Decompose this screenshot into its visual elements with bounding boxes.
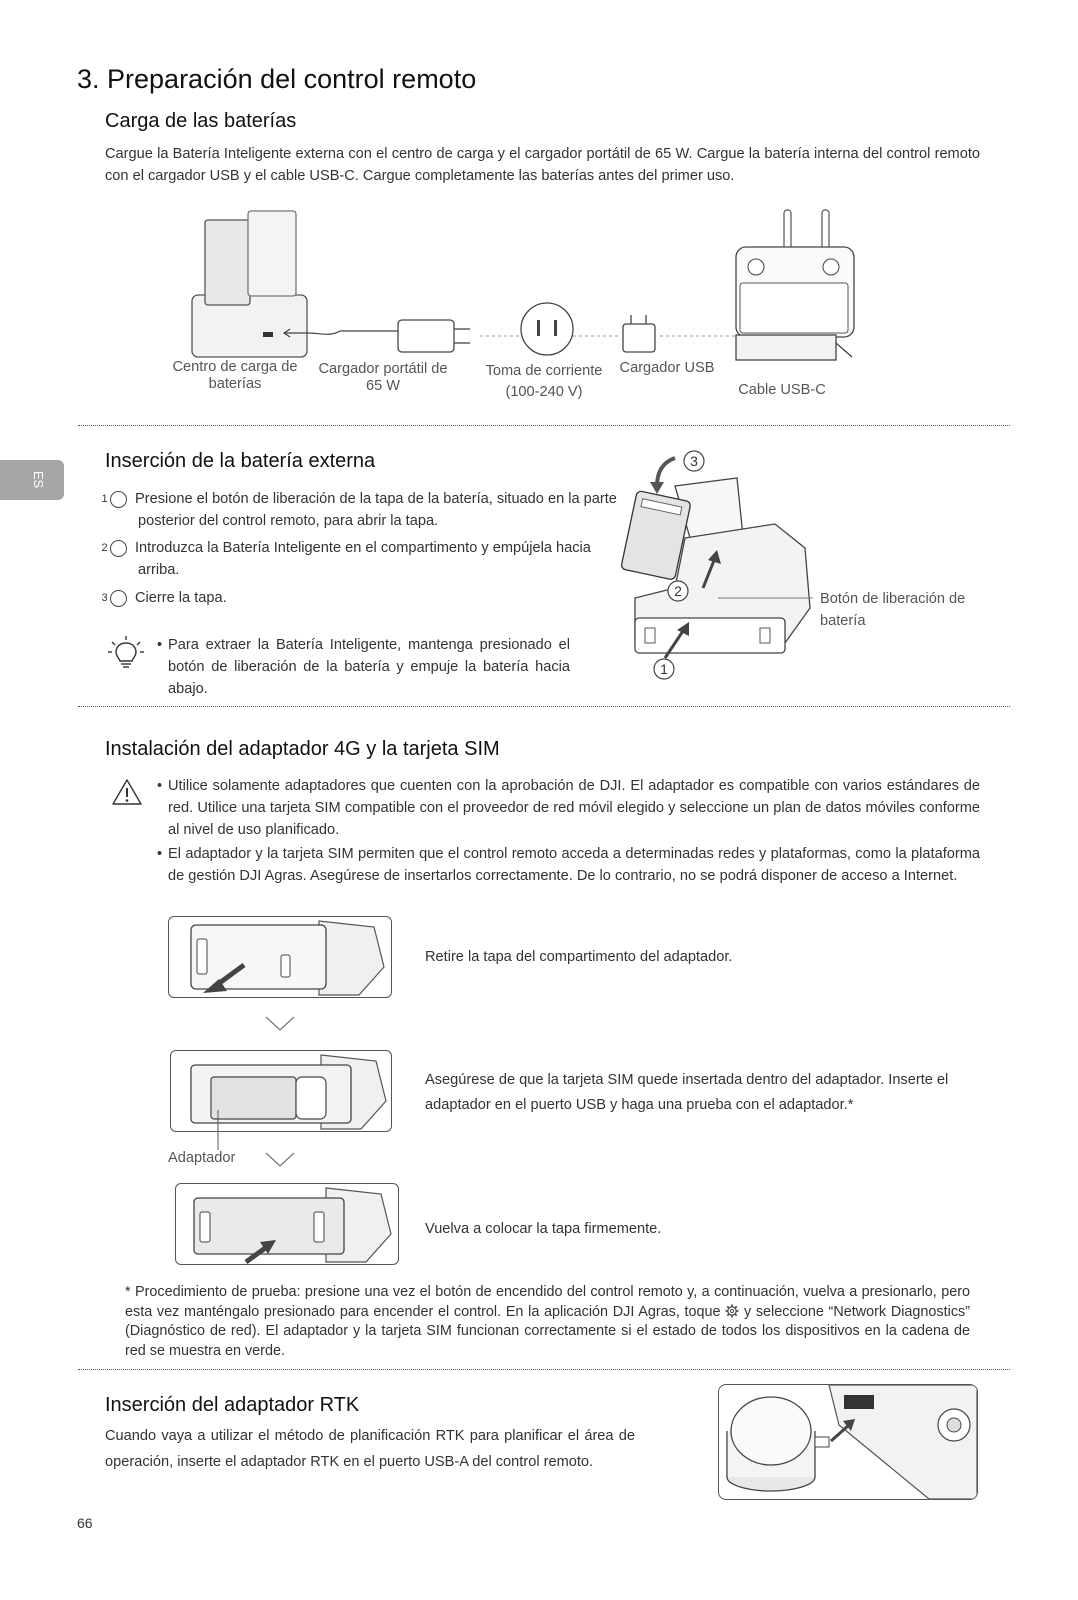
rtk-heading: Inserción del adaptador RTK [105,1394,360,1416]
adapter4g-heading: Instalación del adaptador 4G y la tarjeta SIM [105,738,500,760]
page-number: 66 [77,1515,93,1531]
adapter4g-step-3: Vuelva a colocar la tapa firmemente. [425,1221,662,1237]
language-tab-label: ES [31,470,47,489]
charging-text: Cargue la Batería Inteligente externa con el centro de carga y el cargador portátil de 65 W. Cargue la batería interna del control remoto con el cargador USB y el cable USB-C. Cargue completamente las baterías antes del primer uso. [105,146,980,184]
step-number-2: 2 [110,540,127,557]
label-power-outlet: Toma de corriente (100-240 V) [485,363,603,400]
insertion-tip-text: Para extraer la Batería Inteligente, mantenga presionado el botón de liberación de la batería y empuje la batería hacia abajo. [168,637,570,697]
remove-cover-image [168,916,392,998]
rtk-adapter-image [718,1384,978,1500]
marker-2: 2 [674,583,682,599]
language-tab [0,460,64,500]
page-title: 3. Preparación del control remoto [77,64,477,94]
chevron-down-icon [265,1016,295,1032]
section-divider [78,1369,1010,1370]
warning-icon [111,778,143,806]
step-3-text: Cierre la tapa. [135,590,227,606]
label-usb-c-cable: Cable USB-C [738,382,826,398]
settings-gear-icon [725,1304,739,1318]
adapter-label: Adaptador [168,1150,236,1166]
marker-1: 1 [660,661,668,677]
adapter-leader-line [216,1110,220,1150]
label-portable-charger: Cargador portátil de 65 W [318,361,448,394]
power-outlet-illustration [521,303,573,355]
insertion-heading: Inserción de la batería externa [105,450,376,472]
section-divider [78,706,1010,707]
charging-diagram [180,205,880,370]
replace-cover-image [175,1183,399,1265]
insertion-step-1 [101,488,628,532]
lightbulb-tip-icon [108,636,144,670]
adapter4g-warning-2: • El adaptador y la tarjeta SIM permiten que el control remoto acceda a determinadas redes y plataformas, como la plataforma de gestión DJI Agras. Asegúrese de insertarlos correctamente. De lo contrario, no se podrá disponer de acceso a Internet. [157,846,980,884]
step-number-1: 1 [110,491,127,508]
charging-heading: Carga de las baterías [105,110,297,132]
adapter4g-step-1: Retire la tapa del compartimento del adaptador. [425,949,733,965]
footnote-text-a: * Procedimiento de prueba: presione una vez el botón de encendido del control remoto y, a continuación, vuelva a presionarlo, pero esta vez manténgalo presionado para encender el control. En la aplicación DJI Agras, toque [125,1284,970,1320]
release-button-callout: Botón de liberación de batería [820,591,966,629]
insertion-step-2 [101,537,628,581]
step-1-text: Presione el botón de liberación de la tapa de la batería, situado en la parte posterior del control remoto, para abrir la tapa. [135,491,617,529]
footnote-text-b: y seleccione “Network Diagnostics” (Diagnóstico de red). El adaptador y la tarjeta SIM funcionan correctamente si el estado de todos los dispositivos en la cadena de red se muestra en verde. [125,1303,970,1359]
step-number-3: 3 [110,590,127,607]
adapter4g-warning-1-text: Utilice solamente adaptadores que cuenten con la aprobación de DJI. El adaptador es compatible con varios estándares de red. Utilice una tarjeta SIM compatible con el proveedor de red móvil elegido y seleccione un plan de datos móviles conforme al nivel de uso planificado. [168,778,980,838]
rtk-text: Cuando vaya a utilizar el método de planificación RTK para planificar el área de operación, inserte el adaptador RTK en el puerto USB-A del control remoto. [105,1428,635,1470]
label-usb-charger: Cargador USB [619,360,715,376]
remote-controller-illustration [736,210,854,360]
label-charging-hub: Centro de carga de baterías [172,359,298,392]
adapter4g-footnote [125,1283,970,1361]
adapter4g-warning-1: • Utilice solamente adaptadores que cuenten con la aprobación de DJI. El adaptador es compatible con varios estándares de red. Utilice una tarjeta SIM compatible con el proveedor de red móvil elegido y seleccione un plan de datos móviles conforme al nivel de uso planificado. [157,778,980,838]
charging-hub-illustration [192,211,307,357]
section-divider [78,425,1010,426]
portable-charger-illustration [398,320,470,352]
insertion-tip: • Para extraer la Batería Inteligente, mantenga presionado el botón de liberación de la batería y empuje la batería hacia abajo. [157,637,570,697]
adapter4g-step-2: Asegúrese de que la tarjeta SIM quede insertada dentro del adaptador. Inserte el adaptador en el puerto USB y haga una prueba con el adaptador.* [425,1072,949,1113]
chevron-down-icon [265,1152,295,1168]
step-2-text: Introduzca la Batería Inteligente en el compartimento y empújela hacia arriba. [135,540,591,578]
insertion-step-3 [101,587,628,609]
insert-adapter-image [170,1050,392,1132]
marker-3: 3 [690,453,698,469]
adapter4g-warning-2-text: El adaptador y la tarjeta SIM permiten que el control remoto acceda a determinadas redes y plataformas, como la plataforma de gestión DJI Agras. Asegúrese de insertarlos correctamente. De lo contrario, no se podrá disponer de acceso a Internet. [168,846,980,884]
usb-charger-illustration [623,315,655,352]
battery-insertion-illustration [615,448,825,683]
